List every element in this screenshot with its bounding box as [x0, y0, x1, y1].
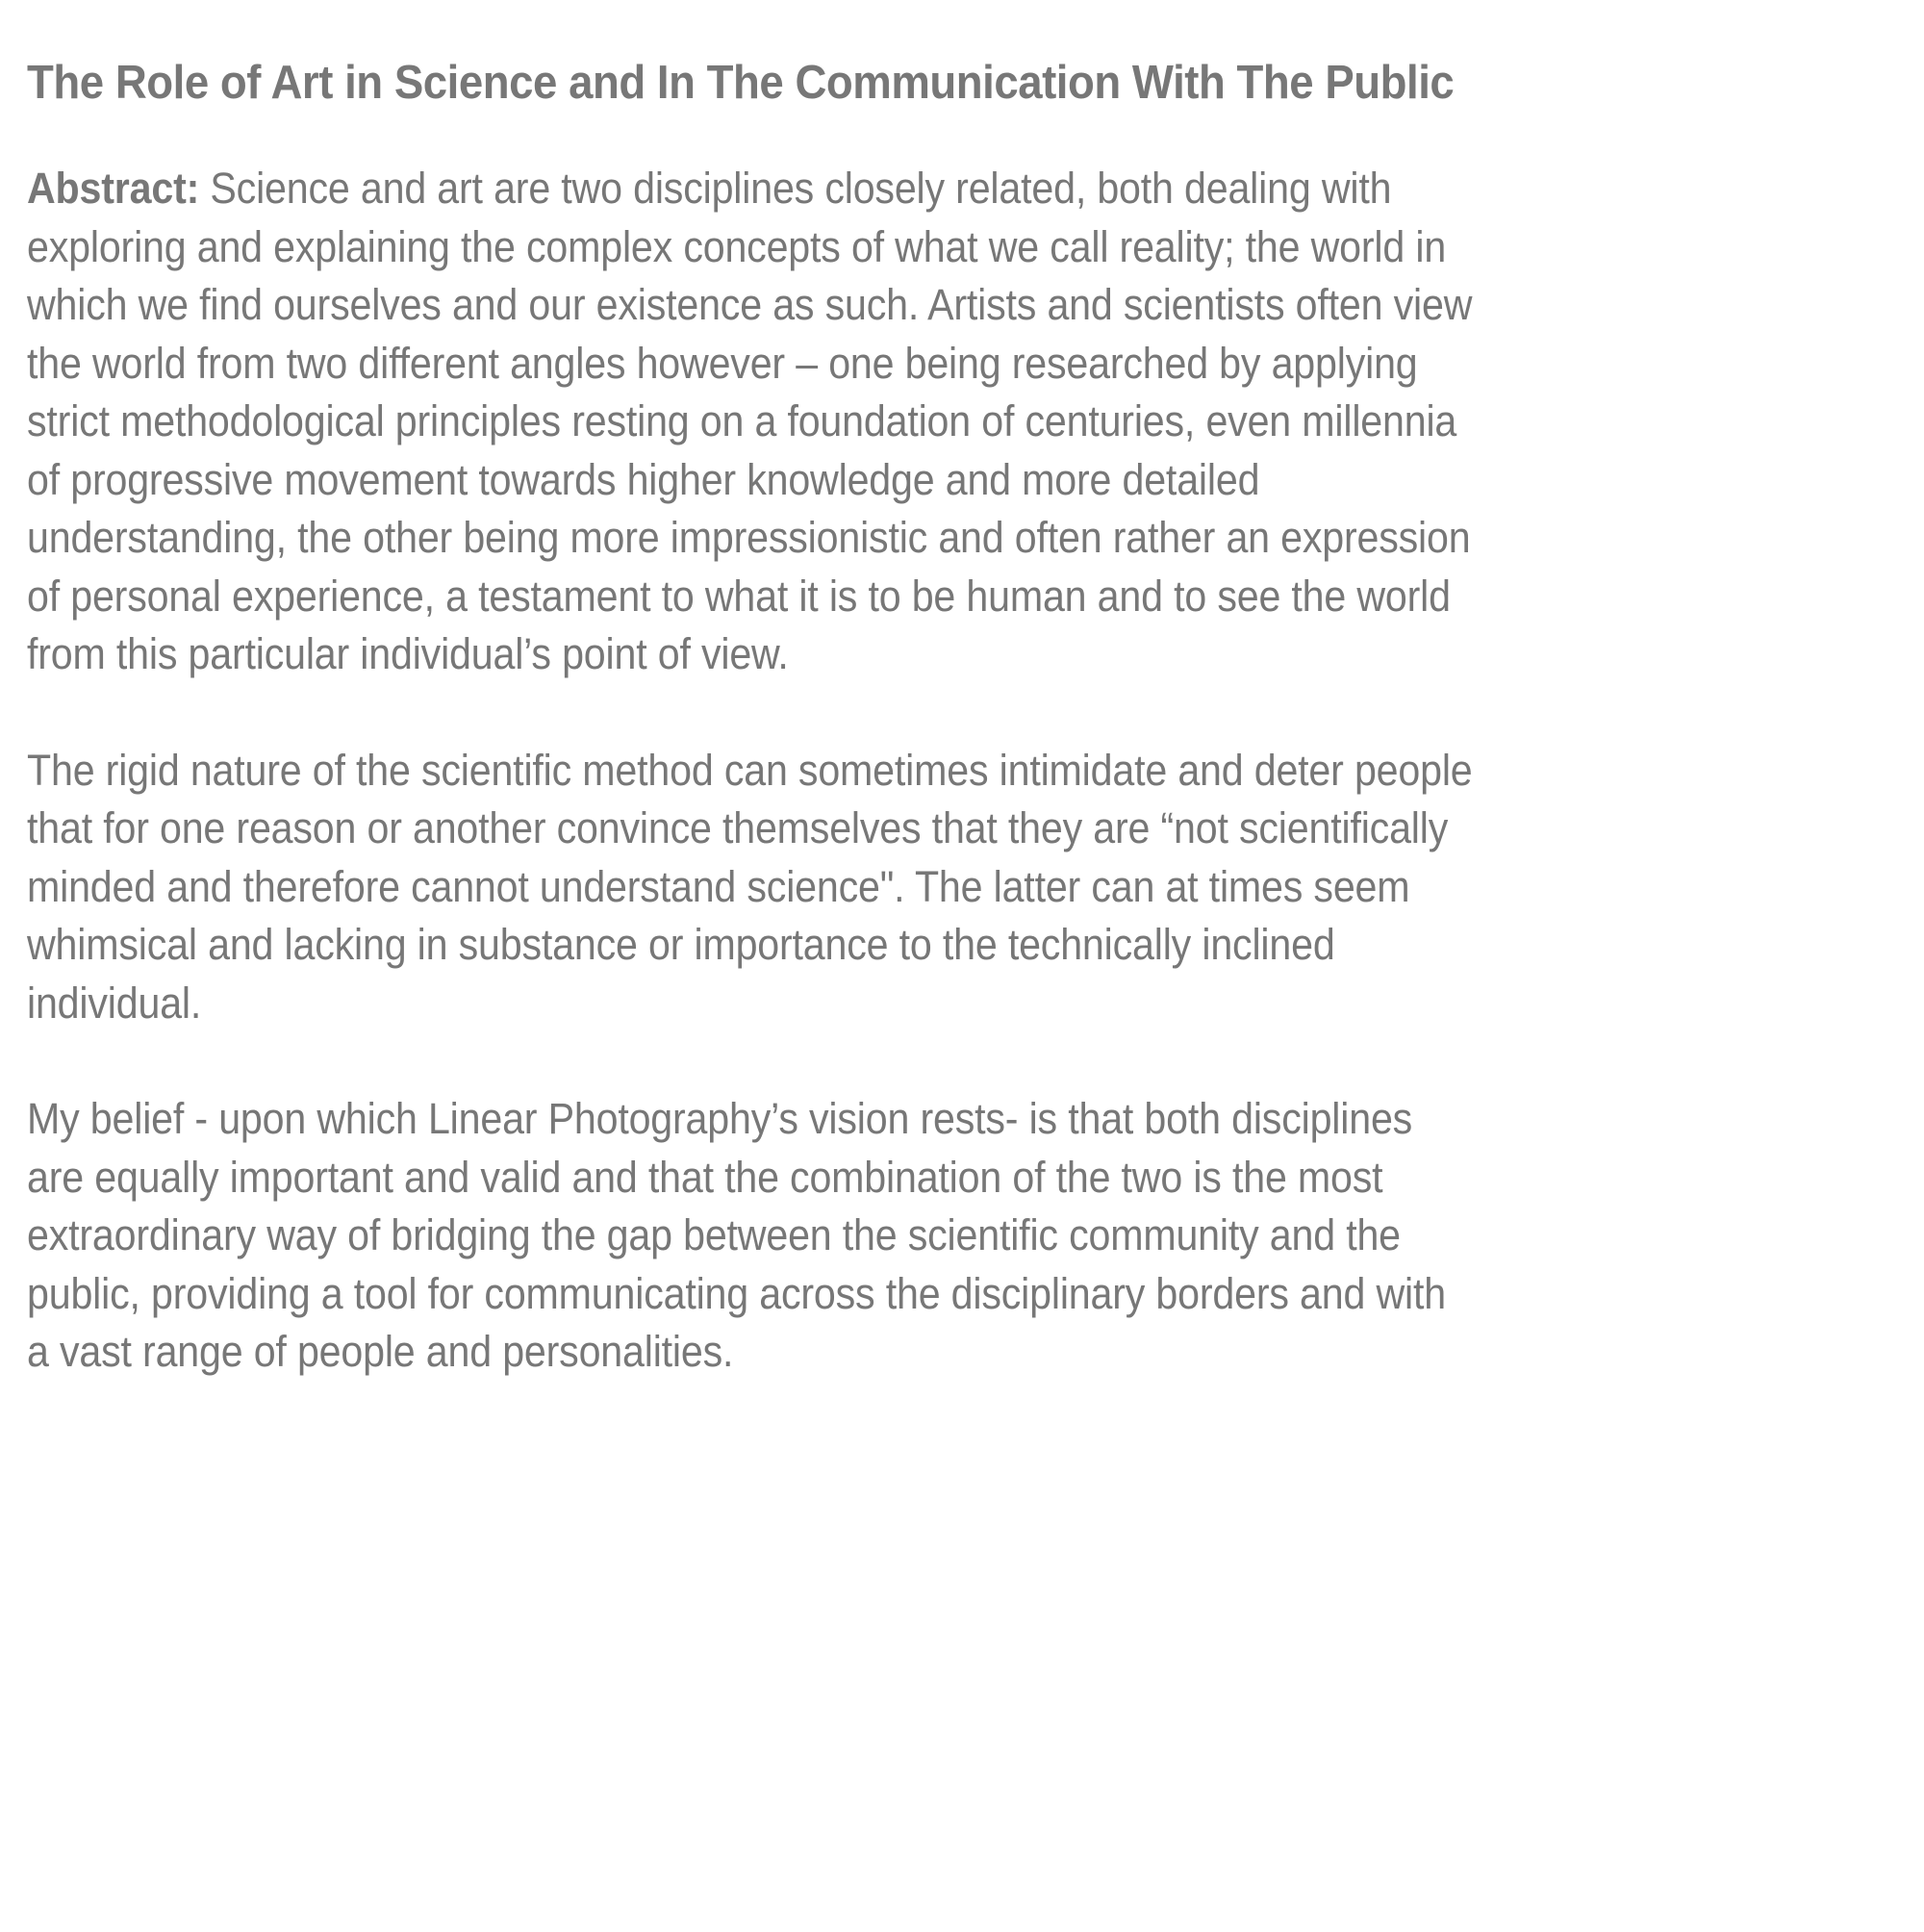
text-line: from this particular individual’s point of view.: [27, 629, 789, 678]
text-line: the world from two different angles however – one being researched by applying: [27, 338, 1418, 388]
text-line: The rigid nature of the scientific method can sometimes intimidate and deter people: [27, 745, 1473, 795]
text-line: of personal experience, a testament to what it is to be human and to see the world: [27, 571, 1451, 621]
document-body: [27, 160, 1508, 1382]
abstract-label: Abstract:: [27, 164, 200, 213]
body-paragraph-3: [27, 1090, 1507, 1382]
document-title: The Role of Art in Science and In The Communication With The Public: [27, 57, 1455, 109]
text-line: that for one reason or another convince themselves that they are “not scientifically: [27, 803, 1449, 852]
text-line-content: Science and art are two disciplines closely related, both dealing with: [199, 164, 1392, 213]
text-line: understanding, the other being more impressionistic and often rather an expression: [27, 513, 1471, 562]
text-line: exploring and explaining the complex concepts of what we call reality; the world in: [27, 221, 1447, 271]
body-paragraph-2: [27, 742, 1507, 1033]
text-line: extraordinary way of bridging the gap between the scientific community and the: [27, 1210, 1401, 1259]
text-line: public, providing a tool for communicating across the disciplinary borders and with: [27, 1268, 1446, 1318]
text-line: strict methodological principles resting on a foundation of centuries, even millennia: [27, 396, 1457, 445]
text-line: are equally important and valid and that the combination of the two is the most: [27, 1152, 1383, 1202]
text-line: [27, 160, 1507, 218]
document-page: [27, 48, 1508, 1439]
text-line: individual.: [27, 978, 202, 1028]
text-line: My belief - upon which Linear Photography’s vision rests- is that both disciplines: [27, 1094, 1413, 1143]
text-line: which we find ourselves and our existence as such. Artists and scientists often view: [27, 280, 1473, 329]
text-line: whimsical and lacking in substance or importance to the technically inclined: [27, 920, 1335, 969]
text-line: of progressive movement towards higher knowledge and more detailed: [27, 454, 1260, 504]
text-line: minded and therefore cannot understand science". The latter can at times seem: [27, 861, 1410, 911]
abstract-paragraph: [27, 160, 1507, 684]
text-line: a vast range of people and personalities.: [27, 1327, 734, 1376]
